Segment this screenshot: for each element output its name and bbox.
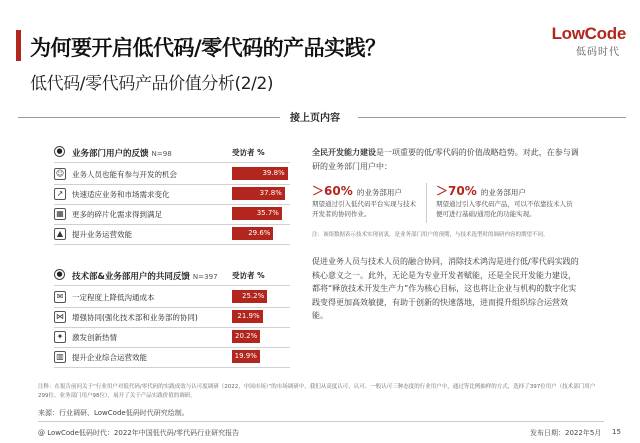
- publish-date: 发布日期：2022年5月: [530, 429, 602, 437]
- table2-row-divider: [54, 347, 290, 348]
- page-subtitle: 低代码/零代码产品价值分析(2/2): [30, 74, 274, 94]
- stat1-label: 的业务部用户: [356, 188, 402, 197]
- table2-row-label: 一定程度上降低沟通成本: [72, 293, 155, 302]
- title-accent-bar: [16, 30, 21, 61]
- table1-bar: 35.7%: [232, 207, 282, 220]
- intro-bold: 全民开发能力建设: [312, 148, 376, 157]
- table1-sample-size: N=98: [151, 149, 172, 158]
- table2-title: [72, 270, 218, 282]
- footer-divider: [38, 421, 604, 422]
- stat2-value: ＞70%: [436, 184, 477, 198]
- footer-left: @ LowCode低码时代：2022年中国低代码/零代码行业研究报告: [38, 429, 240, 437]
- bar-chart-icon: ▥: [54, 351, 66, 363]
- stat1-value: ＞60%: [312, 184, 353, 198]
- right-note: 注：该组数据表示技术实现初衷，是业务部门用户的预期，与技术选型时的调研内容的期望不同。: [312, 232, 549, 238]
- table1-bar: 39.8%: [232, 167, 288, 180]
- table2-row-divider: [54, 327, 290, 328]
- table2-row-divider: [54, 367, 290, 368]
- source-note: 来源：行业调研、LowCode低码时代研究绘制。: [38, 409, 189, 417]
- table1-divider: [54, 162, 290, 163]
- table1-row-label: 快速适应业务和市场需求变化: [72, 190, 170, 199]
- team-icon: ●: [54, 269, 65, 280]
- table2-row-label: 增强协同(强化技术部和业务部的协同): [72, 313, 198, 322]
- user-icon: ●: [54, 146, 65, 157]
- lightbulb-icon: ✦: [54, 331, 66, 343]
- table1-title-text: 业务部门用户的反馈: [72, 149, 149, 159]
- table1-row-label: 更多的碎片化需求得到满足: [72, 210, 162, 219]
- stat-divider: [426, 183, 427, 223]
- table1-title: [72, 147, 172, 159]
- table1-row-label: 提升业务运营效能: [72, 230, 132, 239]
- table1-row-divider: [54, 244, 290, 245]
- section-divider-right: [358, 117, 626, 118]
- table2-column-header: 受访者 %: [232, 271, 265, 280]
- table2-title-text: 技术部&业务部用户的共同反馈: [72, 272, 190, 282]
- table1-row-divider: [54, 184, 290, 185]
- table2-row-label: 提升企业综合运营效能: [72, 353, 147, 362]
- table2-bar: 19.9%: [232, 350, 260, 363]
- table1-row-divider: [54, 224, 290, 225]
- table1-column-header: 受访者 %: [232, 148, 265, 157]
- stat1-description: 期望通过引入低代码平台实现与技术开发者的协同作业。: [312, 200, 416, 218]
- summary-paragraph: 促进业务人员与技术人员的融合协同，消除技术鸿沟是进行低/零代码实践的核心意义之一。此外，无论是为专业开发者赋能，还是全民开发能力建设，都将“释放技术开发生产力”作为核心目标，这也将让企业与机构的数字化实践变得更加高效敏捷，有助于创新的快速落地，进而提升组织综合运营效能。: [312, 257, 579, 320]
- puzzle-icon: ▦: [54, 208, 66, 220]
- chat-icon: ✉: [54, 291, 66, 303]
- table1-row-label: 业务人员也能有参与开发的机会: [72, 170, 177, 179]
- table2-divider: [54, 285, 290, 286]
- table1-bar: 29.6%: [232, 227, 273, 240]
- footnote: 注释：在报告前问关于“行业用户对低代码/零代码的实践成效与认可度调研（2022，中国市场）”的市场调研中，我们从高度认可、认可、一般认可三种态度的行业用户中，通过等比例抽样的方式，选择了397位用户（技术部门用户299位、业务部门用户98位），展开了关于产品实践价值的调研。: [38, 384, 596, 399]
- table2-row-label: 激发创新热情: [72, 333, 117, 342]
- section-divider-left: [18, 117, 280, 118]
- growth-chart-icon: ▲: [54, 228, 66, 240]
- stat2-description: 期望通过引入零代码产品，可以不依靠技术人员便可进行基础/通用化的功能实现。: [436, 200, 573, 218]
- table2-bar: 21.9%: [232, 310, 263, 323]
- section-heading: 接上页内容: [290, 113, 340, 124]
- logo-text: LowCode: [551, 24, 626, 43]
- table2-bar: 25.2%: [232, 290, 267, 303]
- stat1: [312, 182, 402, 199]
- table1-row-divider: [54, 204, 290, 205]
- network-icon: ⋈: [56, 312, 64, 321]
- stat2: [436, 182, 526, 199]
- chart-up-icon: ↗: [54, 188, 66, 200]
- table2-row-divider: [54, 307, 290, 308]
- page-title: 为何要开启低代码/零代码的产品实践？: [30, 36, 386, 60]
- page-number: 15: [612, 428, 621, 436]
- people-icon: ☺: [55, 169, 65, 178]
- stat2-label: 的业务部用户: [480, 188, 526, 197]
- intro-paragraph: [312, 146, 580, 173]
- logo-chinese: 低码时代: [576, 47, 620, 58]
- table1-bar: 37.8%: [232, 187, 285, 200]
- table2-bar: 20.2%: [232, 330, 260, 343]
- intro-text: 是一项重要的低/零代码的价值战略趋势。对此，在参与调研的业务部门用户中：: [312, 148, 579, 171]
- table2-sample-size: N=397: [192, 272, 218, 281]
